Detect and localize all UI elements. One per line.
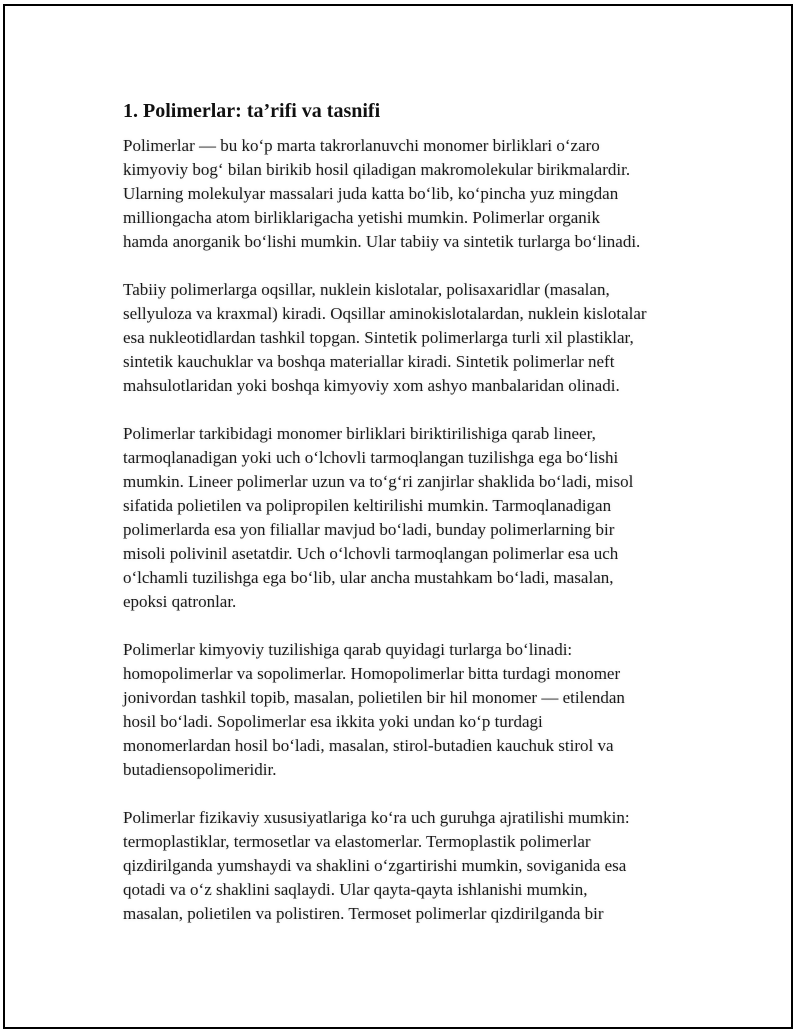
text-line: homopolimerlar va sopolimerlar. Homopolimerlar bitta turdagi monomer (123, 664, 621, 683)
text-line: Polimerlar tarkibidagi monomer birliklari biriktirilishiga qarab lineer, (123, 424, 596, 443)
text-line: Polimerlar kimyoviy tuzilishiga qarab quyidagi turlarga bo‘linadi: (123, 640, 573, 659)
text-line: monomerlardan hosil bo‘ladi, masalan, stirol-butadien kauchuk stirol va (123, 736, 614, 755)
text-line: Tabiiy polimerlarga oqsillar, nuklein kislotalar, polisaxaridlar (masalan, (123, 280, 610, 299)
text-line: butadiensopolimeridir. (123, 760, 277, 779)
text-line: hosil bo‘ladi. Sopolimerlar esa ikkita yoki undan ko‘p turdagi (123, 712, 543, 731)
text-line: esa nukleotidlardan tashkil topgan. Sintetik polimerlarga turli xil plastiklar, (123, 328, 634, 347)
section-heading: 1. Polimerlar: ta’rifi va tasnifi (123, 100, 381, 122)
text-line: termoplastiklar, termosetlar va elastomerlar. Termoplastik polimerlar (123, 832, 591, 851)
text-line: kimyoviy bog‘ bilan birikib hosil qiladigan makromolekular birikmalardir. (123, 160, 631, 179)
text-line: sintetik kauchuklar va boshqa materiallar kiradi. Sintetik polimerlar neft (123, 352, 615, 371)
text-line: hamda anorganik bo‘lishi mumkin. Ular tabiiy va sintetik turlarga bo‘linadi. (123, 232, 641, 251)
text-line: Ularning molekulyar massalari juda katta bo‘lib, ko‘pincha yuz mingdan (123, 184, 619, 203)
text-line: misoli polivinil asetatdir. Uch o‘lchovli tarmoqlangan polimerlar esa uch (123, 544, 619, 563)
text-line: Polimerlar fizikaviy xususiyatlariga ko‘ra uch guruhga ajratilishi mumkin: (123, 808, 630, 827)
paragraph-physical-properties (123, 806, 693, 926)
text-line: Polimerlar — bu ko‘p marta takrorlanuvchi monomer birliklari o‘zaro (123, 136, 600, 155)
document-body (123, 98, 693, 950)
text-line: jonivordan tashkil topib, masalan, polietilen bir hil monomer — etilendan (123, 688, 625, 707)
text-line: sifatida polietilen va polipropilen keltirilishi mumkin. Tarmoqlanadigan (123, 496, 612, 515)
text-line: masalan, polietilen va polistiren. Termoset polimerlar qizdirilganda bir (123, 904, 604, 923)
text-line: mahsulotlaridan yoki boshqa kimyoviy xom ashyo manbalaridan olinadi. (123, 376, 620, 395)
text-line: qizdirilganda yumshaydi va shaklini o‘zgartirishi mumkin, soviganida esa (123, 856, 627, 875)
text-line: o‘lchamli tuzilishga ega bo‘lib, ular ancha mustahkam bo‘ladi, masalan, (123, 568, 614, 587)
paragraph-chemical-structure (123, 638, 693, 782)
text-line: qotadi va o‘z shaklini saqlaydi. Ular qayta-qayta ishlanishi mumkin, (123, 880, 588, 899)
paragraph-structure (123, 422, 693, 614)
paragraph-natural-synthetic (123, 278, 693, 398)
text-line: mumkin. Lineer polimerlar uzun va to‘g‘ri zanjirlar shaklida bo‘ladi, misol (123, 472, 634, 491)
text-line: milliongacha atom birliklarigacha yetishi mumkin. Polimerlar organik (123, 208, 600, 227)
text-line: tarmoqlanadigan yoki uch o‘lchovli tarmoqlangan tuzilishga ega bo‘lishi (123, 448, 619, 467)
text-line: sellyuloza va kraxmal) kiradi. Oqsillar aminokislotalardan, nuklein kislotalar (123, 304, 647, 323)
text-line: polimerlarda esa yon filiallar mavjud bo‘ladi, bunday polimerlarning bir (123, 520, 615, 539)
text-line: epoksi qatronlar. (123, 592, 237, 611)
page-frame (3, 4, 793, 1029)
paragraph-definition (123, 134, 693, 254)
